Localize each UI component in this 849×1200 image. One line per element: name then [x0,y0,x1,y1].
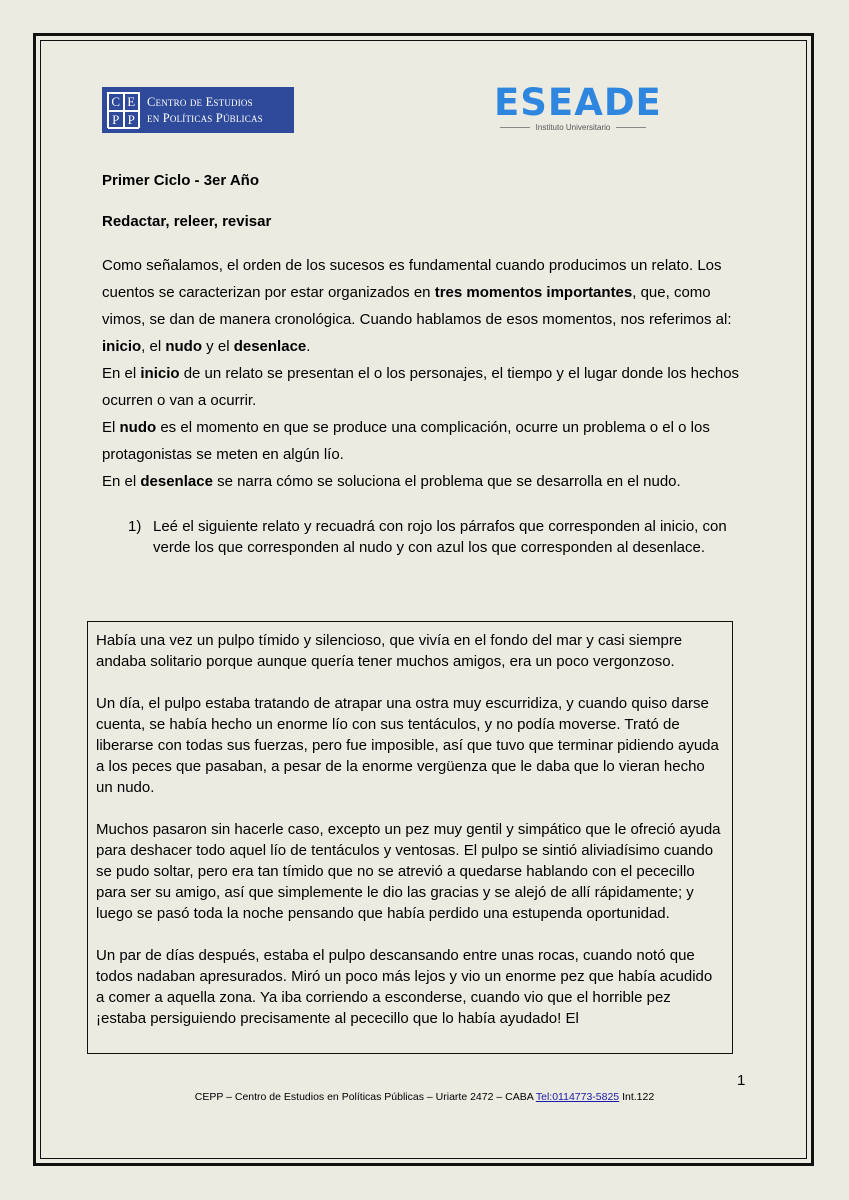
cepp-logo-line1: Centro de Estudios [147,95,253,109]
cepp-letter: E [124,93,140,111]
intro-text [102,252,752,495]
intro-paragraph [102,360,752,414]
eseade-wordmark: ESEADE [494,81,662,124]
text-run: En el [102,473,141,490]
task-item [128,516,728,558]
text-run: es el momento en que se produce una complicación, ocurre un problema o el o los protagonistas se meten en algún lío. [102,419,710,463]
intro-paragraph [102,468,752,495]
text-run: . [306,338,311,355]
eseade-subtitle-row [494,123,652,132]
divider [500,127,530,128]
cepp-letter: P [108,111,124,129]
cepp-logo [102,87,294,133]
bold-term: inicio [102,338,142,355]
cepp-logo-line2: en Políticas Públicas [147,111,263,125]
bold-term: tres momentos importantes [434,284,633,301]
bold-term: inicio [140,365,180,382]
eseade-logo [494,81,662,136]
footer [0,1091,849,1103]
phone-link[interactable]: Tel:0114773-5825 [535,1091,620,1103]
text-run: se narra cómo se soluciona el problema que se desarrolla en el nudo. [212,473,681,490]
text-run: En el [102,365,141,382]
bold-term: nudo [165,338,203,355]
footer-text: Int.122 [619,1091,655,1103]
bold-term: desenlace [140,473,213,490]
text-run: de un relato se presentan el o los personajes, el tiempo y el lugar donde los hechos ocurren o van a ocurrir. [102,365,740,409]
intro-paragraph [102,414,752,468]
task-instructions: Leé el siguiente relato y recuadrá con rojo los párrafos que corresponden al inicio, con verde los que corresponden al nudo y con azul los que corresponden al desenlace. [153,518,727,556]
story-paragraph: Había una vez un pulpo tímido y silencioso, que vivía en el fondo del mar y casi siempre andaba solitario porque aunque quería tener muchos amigos, era un poco vergonzoso. [96,632,683,670]
bold-term: desenlace [233,338,307,355]
text-run: , que, como vimos, se dan de manera cronológica. Cuando hablamos de esos momentos, nos referimos al: [102,284,732,328]
task-number: 1) [128,518,142,535]
text-run: , el [141,338,166,355]
story-paragraph: Muchos pasaron sin hacerle caso, excepto un pez muy gentil y simpático que le ofreció ayuda para deshacer todo aquel lío de tentáculos y ventosas. El pulpo se sintió aliviadísimo cuando se pudo soltar, pero era tan tímido que no se atrevió a quedarse hablando con el pececillo para ser su amigo, así que simplemente le dio las gracias y se alejó de allí rápidamente; y luego se pasó toda la noche pensando que había perdido una estupenda oportunidad. [96,821,721,922]
cepp-letter: P [124,111,140,129]
story-box [87,621,733,1054]
story-paragraph: Un par de días después, estaba el pulpo descansando entre unas rocas, cuando notó que todos nadaban apresurados. Miró un poco más lejos y vio un enorme pez que había acudido a comer a aquella zona. Ya iba corriendo a esconderse, cuando vio que el horrible pez ¡estaba persiguiendo precisamente al pececillo que lo había ayudado! El [96,947,713,1027]
text-run: y el [202,338,234,355]
divider [616,127,646,128]
footer-text: CEPP – Centro de Estudios en Políticas Públicas – Uriarte 2472 – CABA [194,1091,536,1103]
bold-term: nudo [119,419,157,436]
course-level-heading: Primer Ciclo - 3er Año [102,172,259,189]
story-paragraph: Un día, el pulpo estaba tratando de atrapar una ostra muy escurridiza, y cuando quiso darse cuenta, se había hecho un enorme lío con sus tentáculos, y no podía moverse. Trató de liberarse con todas sus fuerzas, pero fue imposible, así que tuvo que terminar pidiendo ayuda a los peces que pasaban, a pesar de la enorme vergüenza que le daba que lo vieran hecho un nudo. [96,695,719,796]
section-title: Redactar, releer, revisar [102,213,272,230]
cepp-monogram [107,92,140,128]
cepp-letter: C [108,93,124,111]
intro-paragraph [102,252,752,360]
text-run: Como señalamos, el orden de los sucesos es fundamental cuando producimos un relato. Los cuentos se caracterizan por estar organizados en [102,257,722,301]
page-number: 1 [737,1072,746,1089]
text-run: El [102,419,120,436]
cepp-logo-text [147,94,263,126]
eseade-subtitle: Instituto Universitario [535,123,611,132]
